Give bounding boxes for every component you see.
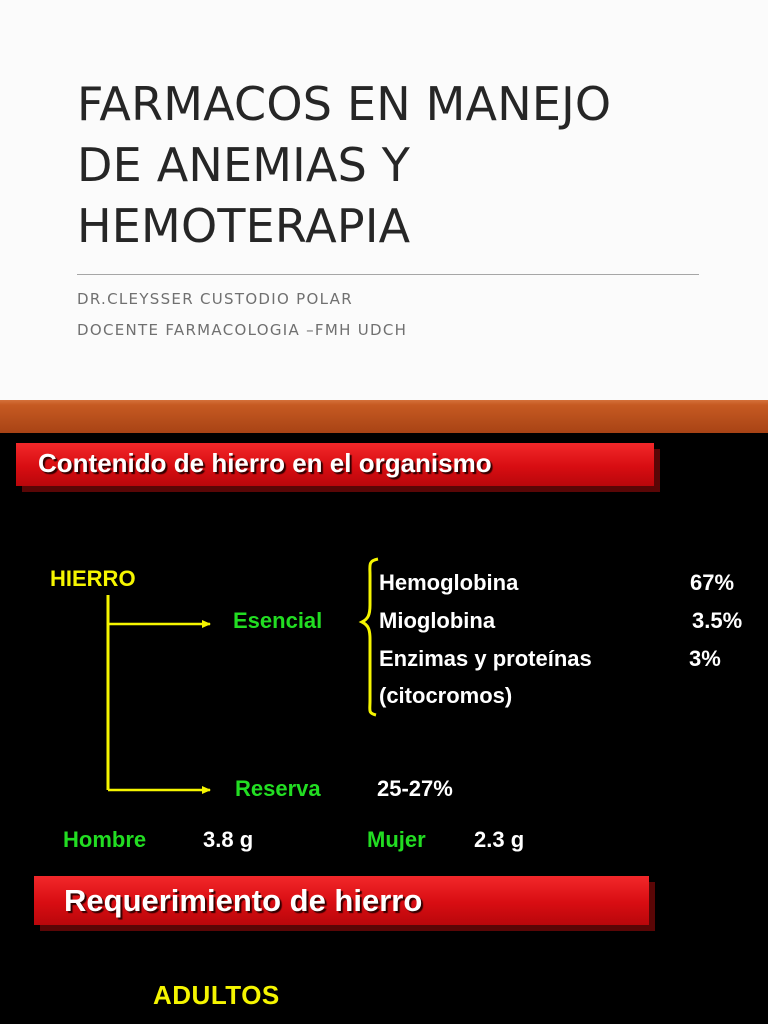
title-line-3: HEMOTERAPIA — [77, 199, 411, 253]
iron-requirement-banner — [34, 876, 649, 925]
adults-label: ADULTOS — [153, 980, 280, 1010]
presentation-title — [77, 74, 737, 257]
affiliation-line: DOCENTE FARMACOLOGIA –FMH UDCH — [77, 321, 408, 339]
components-brace — [362, 559, 378, 715]
component-row — [379, 646, 764, 676]
component-name: Hemoglobina — [379, 570, 519, 595]
title-slide — [0, 0, 768, 400]
component-name: (citocromos) — [379, 683, 513, 708]
component-percent: 3.5% — [692, 608, 743, 633]
component-name: Mioglobina — [379, 608, 496, 633]
iron-requirement-banner-text: Requerimiento de hierro — [64, 883, 423, 918]
esencial-label: Esencial — [233, 608, 323, 633]
reserva-value: 25-27% — [377, 776, 453, 801]
iron-content-banner-text: Contenido de hierro en el organismo — [38, 448, 492, 478]
component-percent: 3% — [689, 646, 721, 671]
presentation-subtitle — [77, 284, 407, 346]
iron-requirement-slide — [0, 867, 768, 1024]
component-row — [379, 683, 764, 713]
iron-root-label: HIERRO — [50, 566, 136, 591]
component-name: Enzimas y proteínas — [379, 646, 592, 671]
component-row — [379, 570, 764, 600]
hombre-label: Hombre — [63, 827, 147, 852]
author-line: DR.CLEYSSER CUSTODIO POLAR — [77, 290, 353, 308]
mujer-value: 2.3 g — [474, 827, 525, 852]
reserva-label: Reserva — [235, 776, 321, 801]
mujer-label: Mujer — [367, 827, 426, 852]
iron-content-slide — [0, 433, 768, 867]
title-line-2: DE ANEMIAS Y — [77, 138, 411, 192]
component-percent: 67% — [690, 570, 735, 595]
component-row — [379, 608, 764, 638]
hombre-value: 3.8 g — [203, 827, 254, 852]
title-divider — [77, 274, 699, 275]
title-line-1: FARMACOS EN MANEJO — [77, 77, 612, 131]
slide-separator-band — [0, 400, 768, 433]
